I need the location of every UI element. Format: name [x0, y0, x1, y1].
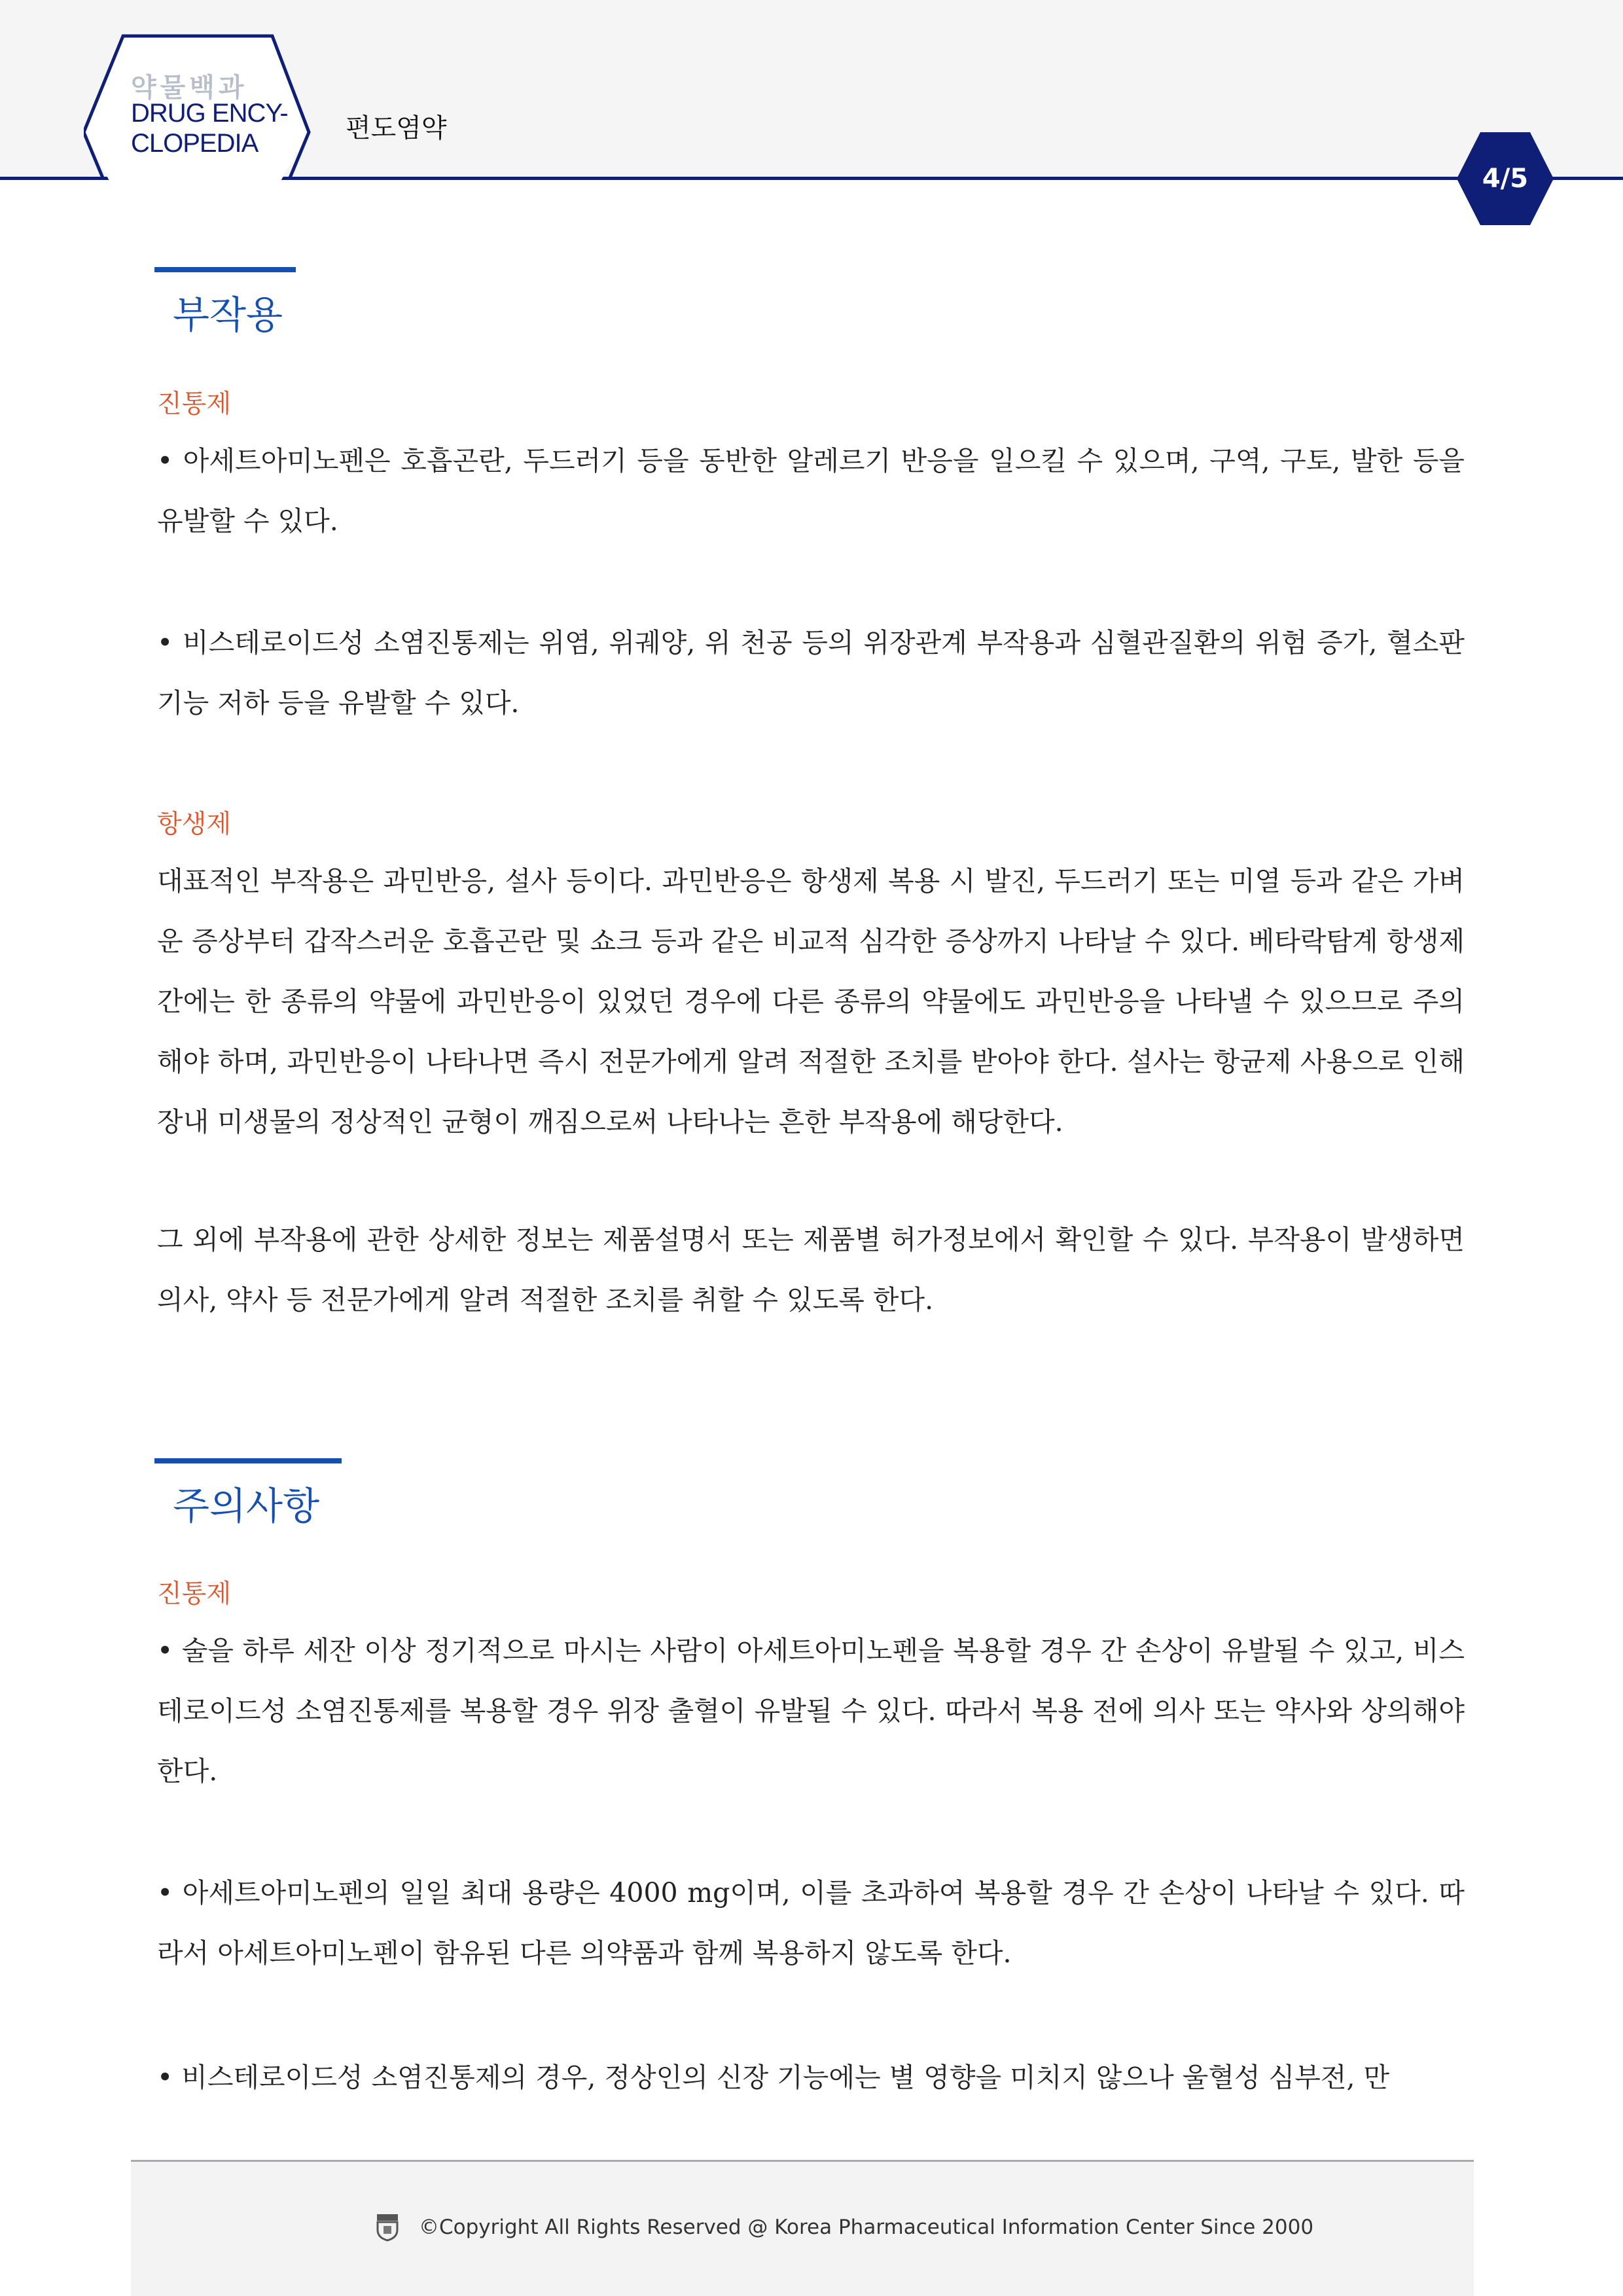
- paragraph: 그 외에 부작용에 관한 상세한 정보는 제품설명서 또는 제품별 허가정보에서 확인할 수 있다. 부작용이 발생하면 의사, 약사 등 전문가에게 알려 적절한 조치를 취할 수 있도록 한다.: [157, 1224, 1465, 1316]
- section-title-side-effects: 부작용: [173, 293, 283, 337]
- paragraph: • 술을 하루 세잔 이상 정기적으로 마시는 사람이 아세트아미노펜을 복용할 경우 간 손상이 유발될 수 있고, 비스테로이드성 소염진통제를 복용할 경우 위장 출혈이 유발될 수 있다. 따라서 복용 전에 의사 또는 약사와 상의해야 한다.: [157, 1635, 1465, 1787]
- subheading-analgesics: 진통제: [157, 389, 232, 419]
- section-accent-bar: [154, 267, 296, 272]
- logo-english-line-1: DRUG ENCY-: [131, 99, 288, 128]
- paragraph: • 아세트아미노펜의 일일 최대 용량은 4000 mg이며, 이를 초과하여 복용할 경우 간 손상이 나타날 수 있다. 따라서 아세트아미노펜이 함유된 다른 의약품과 함께 복용하지 않도록 한다.: [157, 1877, 1465, 1969]
- subheading-antibiotics: 항생제: [157, 810, 232, 839]
- document-title: 편도염약: [346, 113, 447, 143]
- section-accent-bar: [154, 1458, 342, 1463]
- copyright-text: ©Copyright All Rights Reserved @ Korea Pharmaceutical Information Center Since 2000: [419, 2215, 1314, 2239]
- page-number-badge: [1457, 132, 1554, 225]
- logo-english-text: [131, 98, 288, 158]
- subheading-analgesics: 진통제: [157, 1579, 232, 1609]
- footer-divider: [131, 2160, 1474, 2162]
- paragraph: • 비스테로이드성 소염진통제의 경우, 정상인의 신장 기능에는 별 영향을 미치지 않으나 울혈성 심부전, 만: [157, 2062, 1390, 2093]
- paragraph: • 아세트아미노펜은 호흡곤란, 두드러기 등을 동반한 알레르기 반응을 일으킬 수 있으며, 구역, 구토, 발한 등을 유발할 수 있다.: [157, 445, 1465, 537]
- section-title-precautions: 주의사항: [173, 1484, 320, 1528]
- logo-english-line-2: CLOPEDIA: [131, 129, 259, 158]
- logo-korean-text: 약물백과: [131, 73, 248, 103]
- drug-encyclopedia-logo: [84, 34, 312, 182]
- paragraph: 대표적인 부작용은 과민반응, 설사 등이다. 과민반응은 항생제 복용 시 발진, 두드러기 또는 미열 등과 같은 가벼운 증상부터 갑작스러운 호흡곤란 및 쇼크 등과 같은 비교적 심각한 증상까지 나타날 수 있다. 베타락탐계 항생제 간에는 한 종류의 약물에 과민반응이 있었던 경우에 다른 종류의 약물에도 과민반응을 나타낼 수 있으므로 주의해야 하며, 과민반응이 나타나면 즉시 전문가에게 알려 적절한 조치를 받아야 한다. 설사는 항균제 사용으로 인해 장내 미생물의 정상적인 균형이 깨짐으로써 나타나는 흔한 부작용에 해당한다.: [157, 865, 1465, 1138]
- page-number: 4/5: [1482, 164, 1529, 194]
- institution-crest-icon: [376, 2213, 399, 2242]
- paragraph: • 비스테로이드성 소염진통제는 위염, 위궤양, 위 천공 등의 위장관계 부작용과 심혈관질환의 위험 증가, 혈소판 기능 저하 등을 유발할 수 있다.: [157, 627, 1465, 719]
